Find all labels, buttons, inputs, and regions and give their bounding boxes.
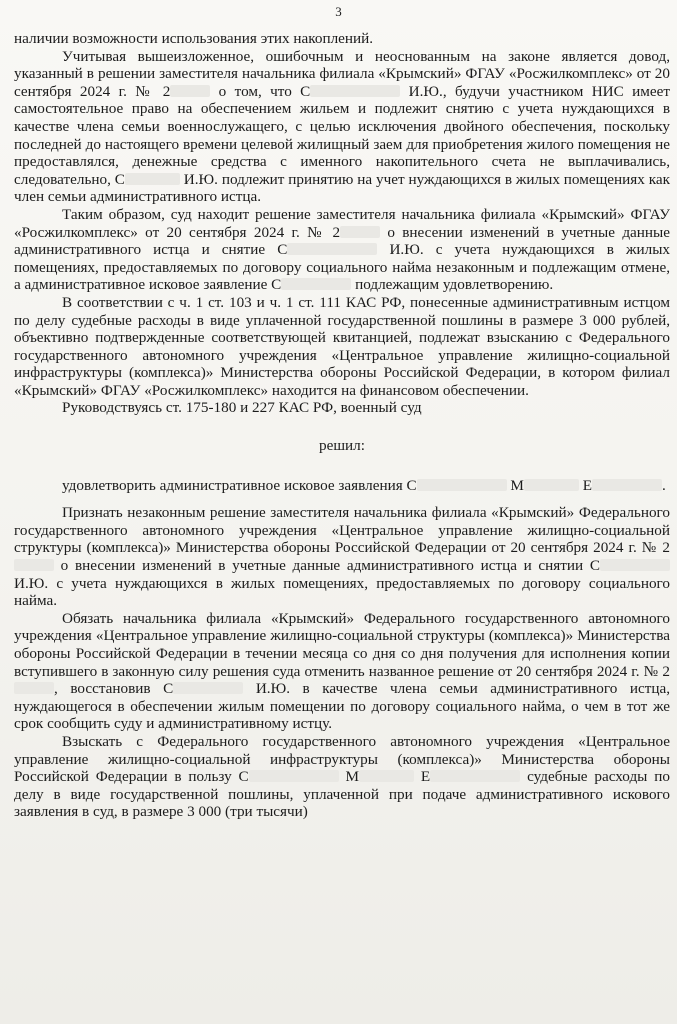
resolution-3: Обязать начальника филиала «Крымский» Федерального государственного автономного учреждения «Центральное управление жилищно-социальной структуры (комплекса)» Министерства обороны Российской Федерации в течении месяца со дня со дня получения для исполнения копии вступившего в законную силу решения суда отменить названное решение от 20 сентября 2024 г. № 2, восстановив С И.Ю. в качестве члена семьи административного истца, нуждающегося в обеспечении жилым помещении по договору социального найма, о чем в тот же срок сообщить суду и административному истцу.	[14, 609, 671, 733]
paragraph-4: В соответствии с ч. 1 ст. 103 и ч. 1 ст. 111 КАС РФ, понесенные административным истцом по делу судебные расходы в виде уплаченной государственной пошлины в размере 3 000 рублей, объективно подтвержденные соответствующей квитанцией, подлежат взысканию с Федерального государственного автономного учреждения «Центральное управление жилищно-социальной инфраструктуры (комплекса)» Министерства обороны Российской Федерации, в котором филиал «Крымский» ФГАУ «Росжилкомплекс» находится на финансовом обеспечении.	[14, 293, 670, 399]
redaction	[14, 682, 54, 694]
redaction	[417, 479, 507, 491]
redaction	[524, 479, 579, 491]
paragraph-5: Руководствуясь ст. 175-180 и 227 КАС РФ, военный суд	[62, 399, 422, 417]
redaction	[281, 278, 351, 290]
redaction	[340, 226, 380, 238]
resolution-4: Взыскать с Федерального государственного автономного учреждения «Центральное управление жилищно-социальной инфраструктуры (комплекса)» Министерства обороны Российской Федерации в пользу С М Е судебные расходы по делу в виде государственной пошлины, уплаченной при подаче административного искового заявления в суд, в размере 3 000 (три тысячи)	[14, 732, 670, 821]
redaction	[173, 682, 243, 694]
redaction	[359, 770, 414, 782]
resolution-1: удовлетворить административное исковое заявления С М Е .	[62, 476, 666, 494]
paragraph-1: наличии возможности использования этих накоплений.	[14, 30, 374, 47]
redaction	[310, 85, 400, 97]
redaction	[249, 770, 339, 782]
redaction	[600, 559, 670, 571]
redaction	[170, 85, 210, 97]
decision-heading: решил:	[319, 437, 365, 455]
redaction	[430, 770, 520, 782]
page-number: 3	[335, 4, 342, 19]
paragraph-3: Таким образом, суд находит решение заместителя начальника филиала «Крымский» ФГАУ «Росжилкомплекс» от 20 сентября 2024 г. № 2 о внесении изменений в учетные данные административного истца и снятие С И.Ю. с учета нуждающихся в жилых помещениях, предоставляемых по договору социального найма незаконным и подлежащим отмене, а административное исковое заявление С подлежащим удовлетворению.	[14, 205, 670, 294]
redaction	[592, 479, 662, 491]
redaction	[287, 243, 377, 255]
redaction	[14, 559, 54, 571]
resolution-2: Признать незаконным решение заместителя начальника филиала «Крымский» Федерального государственного автономного учреждения «Центральное управление жилищно-социальной структуры (комплекса)» Министерства обороны Российской Федерации от 20 сентября 2024 г. № 2 о внесении изменений в учетные данные административного истца и снятии С И.Ю. с учета нуждающихся в жилых помещениях, предоставляемых по договору социального найма.	[14, 504, 670, 610]
paragraph-2: Учитывая вышеизложенное, ошибочным и неоснованным на законе является довод, указанный в решении заместителя начальника филиала «Крымский» ФГАУ «Росжилкомплекс» от 20 сентября 2024 г. № 2 о том, что С И.Ю., будучи участником НИС имеет самостоятельное право на обеспечением жильем и подлежит снятию с учета нуждающихся в качестве члена семьи военнослужащего, с целью исключения двойного обеспечения, поскольку последней до настоящего времени целевой жилищный заем для приобретения жилого помещения не предоставлялся, денежные средства с именного накопительного счета не выплачивались, следовательно, С И.Ю. подлежит принятию на учет нуждающихся в жилых помещениях как член семьи административного истца.	[14, 47, 670, 206]
redaction	[125, 173, 180, 185]
document-body	[14, 30, 670, 821]
